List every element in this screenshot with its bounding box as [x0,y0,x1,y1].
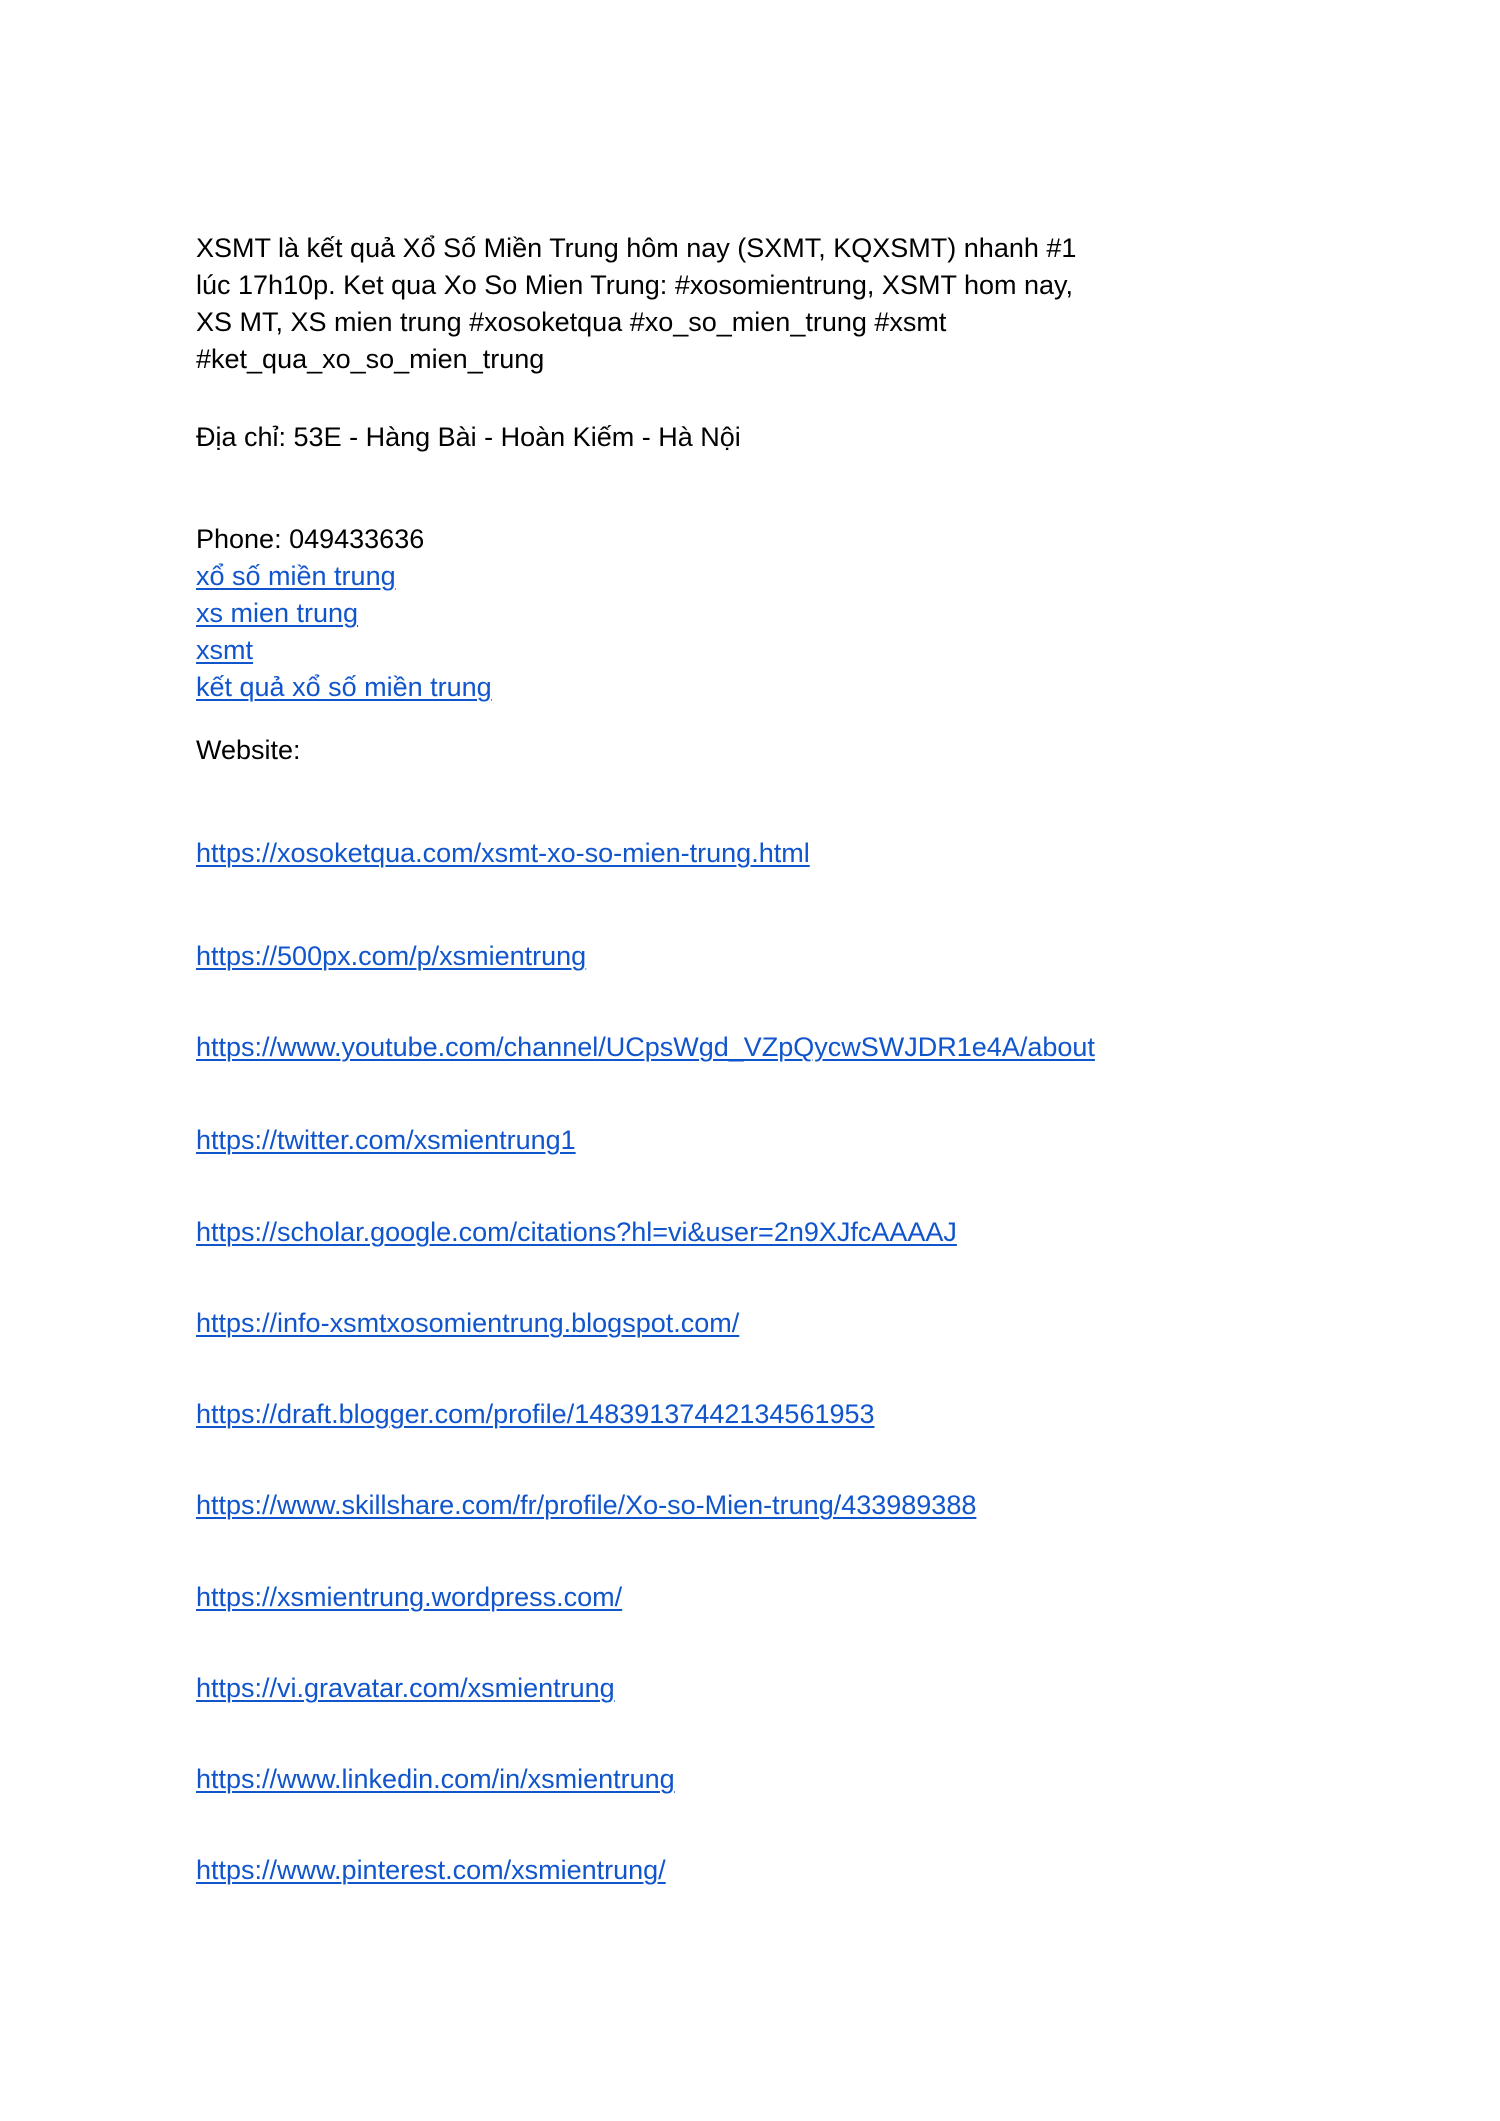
phone-text: Phone: 049433636 [196,524,425,554]
website-link-blogspot[interactable]: https://info-xsmtxosomientrung.blogspot.com/ [196,1308,740,1338]
website-link-500px[interactable]: https://500px.com/p/xsmientrung [196,941,587,971]
contact-block [196,521,492,706]
address-text: Địa chỉ: 53E - Hàng Bài - Hoàn Kiếm - Hà Nội [196,422,741,452]
website-link-pinterest[interactable]: https://www.pinterest.com/xsmientrung/ [196,1855,666,1885]
website-link-xosoketqua[interactable]: https://xosoketqua.com/xsmt-xo-so-mien-trung.html [196,838,810,868]
quick-link-xs-mien-trung[interactable]: xs mien trung [196,598,359,628]
website-link-twitter[interactable]: https://twitter.com/xsmientrung1 [196,1125,576,1155]
intro-line: XSMT là kết quả Xổ Số Miền Trung hôm nay (SXMT, KQXSMT) nhanh #1 [196,233,1077,263]
website-link-skillshare[interactable]: https://www.skillshare.com/fr/profile/Xo-so-Mien-trung/433989388 [196,1490,977,1520]
intro-line: #ket_qua_xo_so_mien_trung [196,344,545,374]
quick-link-xo-so-mien-trung[interactable]: xổ số miền trung [196,561,396,591]
website-link-google-scholar[interactable]: https://scholar.google.com/citations?hl=vi&user=2n9XJfcAAAAJ [196,1217,957,1247]
intro-line: lúc 17h10p. Ket qua Xo So Mien Trung: #xosomientrung, XSMT hom nay, [196,270,1073,300]
quick-link-xsmt[interactable]: xsmt [196,635,253,665]
website-link-linkedin[interactable]: https://www.linkedin.com/in/xsmientrung [196,1764,675,1794]
website-link-wordpress[interactable]: https://xsmientrung.wordpress.com/ [196,1582,623,1612]
website-link-youtube[interactable]: https://www.youtube.com/channel/UCpsWgd_VZpQycwSWJDR1e4A/about [196,1032,1095,1062]
quick-link-ket-qua[interactable]: kết quả xổ số miền trung [196,672,492,702]
intro-line: XS MT, XS mien trung #xosoketqua #xo_so_mien_trung #xsmt [196,307,947,337]
website-link-blogger[interactable]: https://draft.blogger.com/profile/14839137442134561953 [196,1399,875,1429]
website-label: Website: [196,735,301,765]
intro-paragraph [196,230,1076,378]
website-link-gravatar[interactable]: https://vi.gravatar.com/xsmientrung [196,1673,615,1703]
